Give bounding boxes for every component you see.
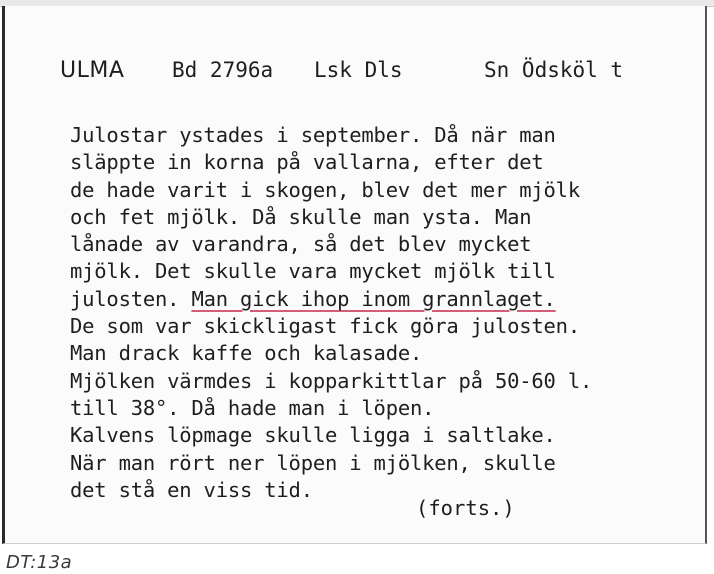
text-line: mjölk. Det skulle vara mycket mjölk till [70, 259, 556, 284]
text-line: och fet mjölk. Då skulle man ysta. Man [70, 204, 532, 229]
card-body-text [70, 122, 690, 504]
text-segment: julosten. [70, 286, 180, 311]
text-line: Man drack kaffe och kalasade. [70, 341, 423, 366]
text-line: det stå en viss tid. [70, 477, 313, 502]
underlined-sentence: Man gick ihop inom grannlaget. [191, 286, 556, 311]
text-line: släppte in korna på vallarna, efter det [70, 150, 544, 175]
archive-code: ULMA [60, 58, 125, 83]
card-header [0, 58, 714, 94]
text-line-underlined [70, 286, 690, 313]
handwritten-margin-note: DT:13a [6, 552, 73, 573]
record-number: Bd 2796a [172, 58, 274, 82]
text-line: de hade varit i skogen, blev det mer mjölk [70, 177, 580, 202]
text-line: Mjölken värmdes i kopparkittlar på 50-60 l. [70, 368, 593, 393]
text-line: När man rört ner löpen i mjölken, skulle [70, 450, 556, 475]
parish-name: Sn Ödsköl t [484, 58, 624, 82]
text-line: Kalvens löpmage skulle ligga i saltlake. [70, 423, 556, 448]
text-line: till 38°. Då hade man i löpen. [70, 395, 435, 420]
district-code: Lsk Dls [314, 58, 403, 82]
continued-marker: (forts.) [416, 496, 515, 520]
text-line: De som var skickligast fick göra julosten. [70, 314, 580, 339]
text-line: Julostar ystades i september. Då när man [70, 123, 556, 147]
text-line: lånade av varandra, så det blev mycket [70, 232, 532, 257]
